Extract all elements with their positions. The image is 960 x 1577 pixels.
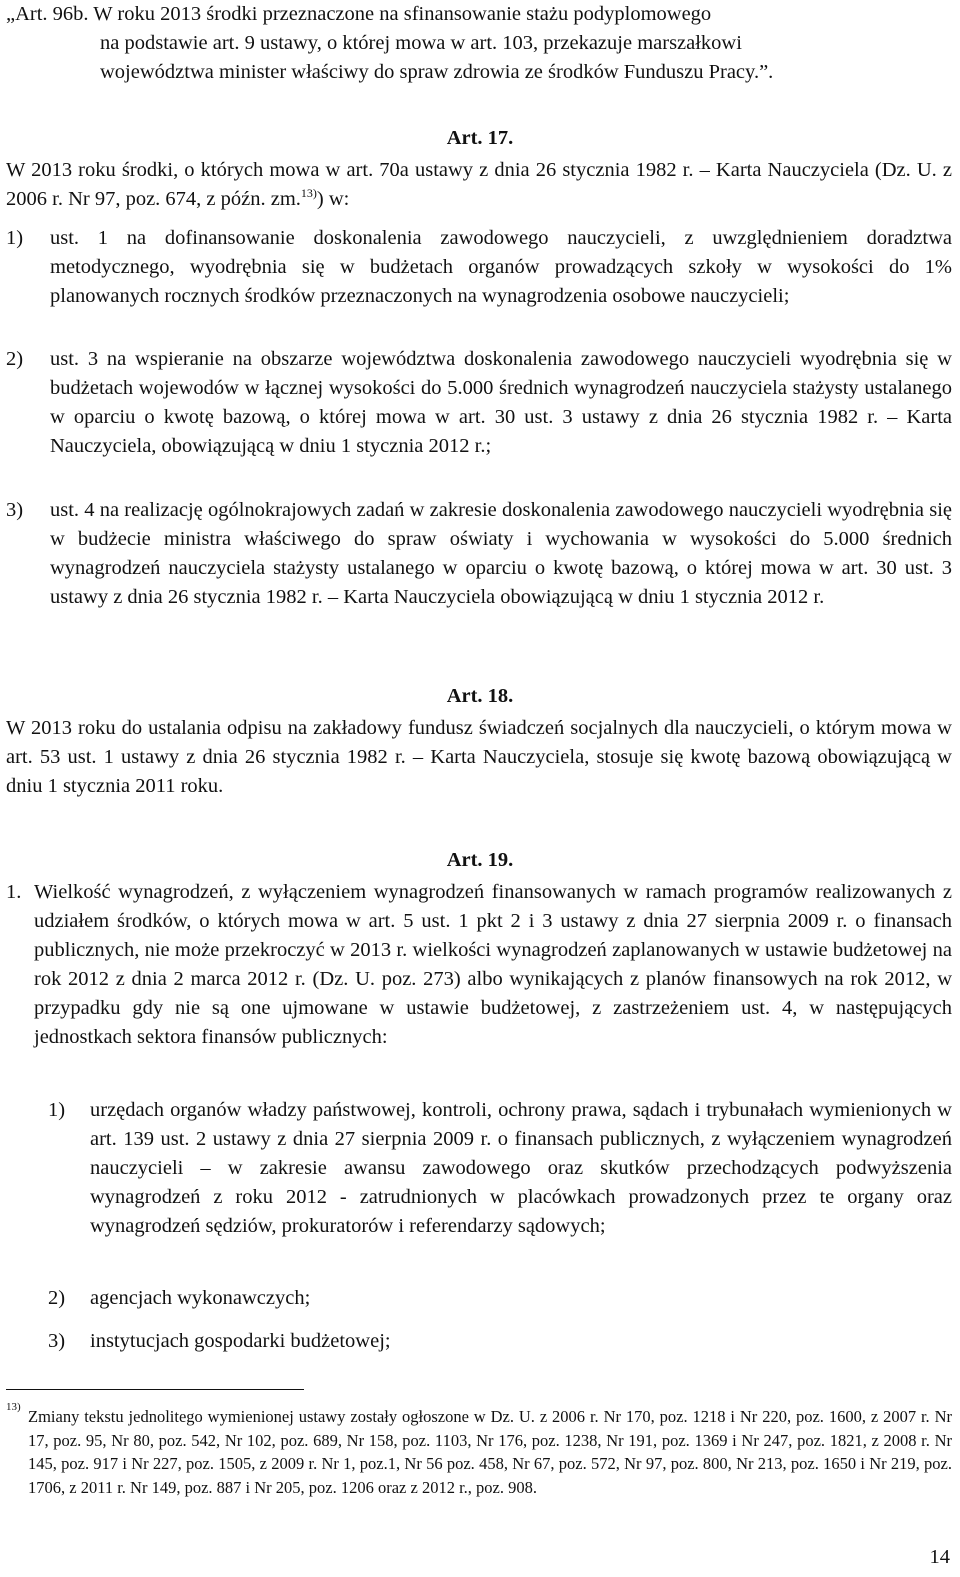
item-text: ust. 3 na wspieranie na obszarze województwa doskonalenia zawodowego nauczycieli wyodrębnia się w budżetach wojewodów w łącznej wysokości do 5.000 średnich wynagrodzeń nauczyciela stażysty ustalanego w oparciu o kwotę bazową, o której mowa w art. 30 ust. 3 ustawy z dnia 26 stycznia 1982 r. – Karta Nauczyciela, obowiązującą w dniu 1 stycznia 2012 r.; xyxy=(50,348,952,457)
footnote-marker: 13) xyxy=(6,1401,21,1413)
article-19-item xyxy=(48,1327,952,1356)
intro-line-3: województwa minister właściwy do spraw zdrowia ze środków Funduszu Pracy.”. xyxy=(100,61,774,83)
article-19-paragraph xyxy=(6,878,952,1052)
article-19-item xyxy=(48,1096,952,1241)
item-number: 2) xyxy=(48,1287,66,1309)
article-17-lead-text: W 2013 roku środki, o których mowa w art. 70a ustawy z dnia 26 stycznia 1982 r. – Karta Nauczyciela (Dz. U. z 2006 r. Nr 97, poz. 674, z późn. zm. xyxy=(6,159,952,210)
item-number: 2) xyxy=(6,348,24,370)
intro-line-1: „Art. 96b. W roku 2013 środki przeznaczone na sfinansowanie stażu podyplomowego xyxy=(6,3,712,25)
item-text: agencjach wykonawczych; xyxy=(90,1287,311,1309)
page-number: 14 xyxy=(929,1546,950,1568)
article-17-lead-tail: ) w: xyxy=(316,188,350,210)
article-17-lead xyxy=(6,156,952,214)
footnote-text: Zmiany tekstu jednolitego wymienionej ustawy zostały ogłoszone w Dz. U. z 2006 r. Nr 170, poz. 1218 i Nr 220, poz. 1600, z 2007 r. Nr 17, poz. 95, Nr 80, poz. 542, Nr 102, poz. 689, Nr 158, poz. 1103, Nr 176, poz. 1238, Nr 191, poz. 1369 i Nr 247, poz. 1821, z 2008 r. Nr 145, poz. 917 i Nr 227, poz. 1505, z 2009 r. Nr 1, poz.1, Nr 56 poz. 458, Nr 67, poz. 572, Nr 97, poz. 800, Nr 213, poz. 1650 i Nr 219, poz. 1706, z 2011 r. Nr 149, poz. 887 i Nr 205, poz. 1206 oraz z 2012 r., poz. 908. xyxy=(28,1407,952,1497)
paragraph-text: Wielkość wynagrodzeń, z wyłączeniem wynagrodzeń finansowanych w ramach programów realizowanych z udziałem środków, o których mowa w art. 5 ust. 1 pkt 2 i 3 ustawy z dnia 27 sierpnia 2009 r. o finansach publicznych, nie może przekroczyć w 2013 r. wielkości wynagrodzeń zaplanowanych w ustawie budżetowej na rok 2012 z dnia 2 marca 2012 r. (Dz. U. poz. 273) albo wynikających z planów finansowych na rok 2012, w przypadku gdy nie są one ujmowane w ustawie budżetowej, z zastrzeżeniem ust. 4, w następujących jednostkach sektora finansów publicznych: xyxy=(34,881,952,1048)
article-18-text: W 2013 roku do ustalania odpisu na zakładowy fundusz świadczeń socjalnych dla nauczycieli, o którym mowa w art. 53 ust. 1 ustawy z dnia 26 stycznia 1982 r. – Karta Nauczyciela, stosuje się kwotę bazową obowiązującą w dniu 1 stycznia 2011 roku. xyxy=(6,717,952,797)
article-18-heading: Art. 18. xyxy=(446,685,514,707)
item-text: urzędach organów władzy państwowej, kontroli, ochrony prawa, sądach i trybunałach wymienionych w art. 139 ust. 2 ustawy z dnia 27 sierpnia 2009 r. o finansach publicznych, z wyłączeniem wynagrodzeń nauczycieli – w zakresie awansu zawodowego oraz skutków przechodzących podwyższenia wynagrodzeń z roku 2012 - zatrudnionych w placówkach prowadzonych przez te organy oraz wynagrodzeń sędziów, prokuratorów i referendarzy sądowych; xyxy=(90,1099,952,1237)
item-text: ust. 4 na realizację ogólnokrajowych zadań w zakresie doskonalenia zawodowego nauczycieli wyodrębnia się w budżecie ministra właściwego do spraw oświaty i wychowania w wysokości do 5.000 średnich wynagrodzeń nauczyciela stażysty ustalanego w oparciu o kwotę bazową, o której mowa w art. 30 ust. 3 ustawy z dnia 26 stycznia 1982 r. – Karta Nauczyciela obowiązującą w dniu 1 stycznia 2012 r. xyxy=(50,499,952,608)
paragraph-number: 1. xyxy=(6,881,22,903)
item-number: 3) xyxy=(48,1330,66,1352)
article-96b-amendment xyxy=(6,0,952,87)
footnote xyxy=(6,1401,952,1499)
item-text: ust. 1 na dofinansowanie doskonalenia zawodowego nauczycieli, z uwzględnieniem doradztwa metodycznego, wyodrębnia się w budżetach organów prowadzących szkoły w wysokości do 1% planowanych rocznych środków przeznaczonych na wynagrodzenia osobowe nauczycieli; xyxy=(50,227,952,307)
article-17-item xyxy=(6,345,952,461)
article-17-item xyxy=(6,224,952,311)
article-17-item xyxy=(6,496,952,612)
item-number: 3) xyxy=(6,499,24,521)
item-number: 1) xyxy=(6,227,24,249)
footnote-reference[interactable]: 13) xyxy=(300,186,317,201)
item-text: instytucjach gospodarki budżetowej; xyxy=(90,1330,391,1352)
footnote-separator xyxy=(6,1389,304,1390)
intro-line-2: na podstawie art. 9 ustawy, o której mowa w art. 103, przekazuje marszałkowi xyxy=(100,32,742,54)
article-19-heading: Art. 19. xyxy=(446,849,514,871)
article-17-heading: Art. 17. xyxy=(446,127,514,149)
article-19-item xyxy=(48,1284,952,1313)
item-number: 1) xyxy=(48,1099,66,1121)
